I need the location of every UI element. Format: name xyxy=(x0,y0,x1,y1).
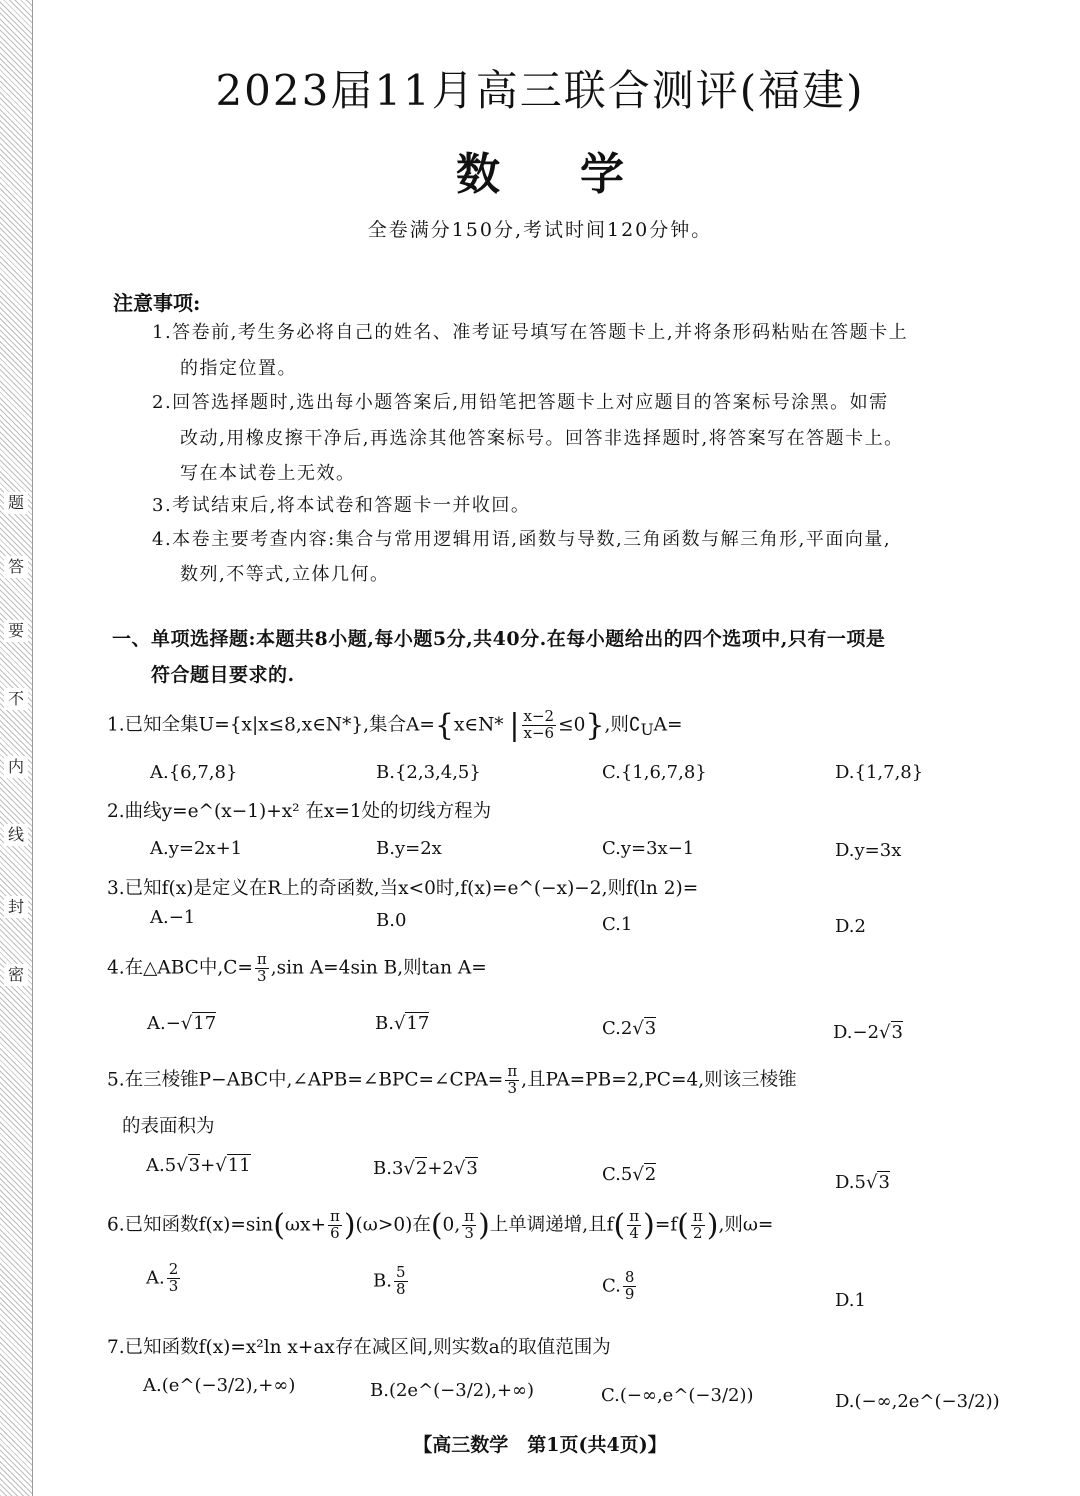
option-b: B.y=2x xyxy=(376,838,442,859)
question-1: 1.已知全集U={x|x≤8,x∈N*},集合A={x∈N* | $\frac{x-2}{x-6}$ ≤0},则$∁_UA=$ xyxy=(107,707,683,743)
page-footer: 【高三数学 第1页(共4页)】 xyxy=(413,1434,667,1456)
section-heading-cont: 符合题目要求的. xyxy=(151,664,295,686)
notice-heading: 注意事项: xyxy=(113,291,201,315)
option-a: A.5√3+√11 xyxy=(146,1155,251,1176)
option-a: A.y=2x+1 xyxy=(150,838,243,859)
option-b: B.0 xyxy=(376,910,407,931)
exam-meta: 全卷满分150分,考试时间120分钟。 xyxy=(367,219,713,241)
binding-char: 题 xyxy=(4,492,28,514)
option-d: D.(−∞,2e^(−3/2)) xyxy=(835,1391,1000,1412)
option-c: C.{1,6,7,8} xyxy=(602,762,707,783)
option-c: C.(−∞,e^(−3/2)) xyxy=(601,1385,754,1406)
option-b: B.3√2+2√3 xyxy=(373,1158,478,1179)
option-b: B. $\frac{5}{8}$ xyxy=(373,1263,406,1298)
notice-line: 数列,不等式,立体几何。 xyxy=(180,564,390,585)
binding-char: 要 xyxy=(4,620,28,642)
notice-line: 改动,用橡皮擦干净后,再选涂其他答案标号。回答非选择题时,将答案写在答题卡上。 xyxy=(180,428,904,449)
notice-line: 的指定位置。 xyxy=(180,358,297,379)
question-4: 4.在△ABC中,C= $\frac{\pi}{3}$ ,sin A=4sin B,则tan A= xyxy=(107,950,487,985)
binding-char: 答 xyxy=(4,556,28,578)
option-d: D.5√3 xyxy=(835,1172,890,1193)
option-b: B.√17 xyxy=(375,1013,430,1034)
binding-char: 封 xyxy=(4,896,28,918)
option-a: A.{6,7,8} xyxy=(150,762,238,783)
option-d: D.y=3x xyxy=(835,840,902,861)
question-5-cont: 的表面积为 xyxy=(122,1116,215,1137)
option-b: B.(2e^(−3/2),+∞) xyxy=(370,1380,535,1401)
notice-line: 2.回答选择题时,选出每小题答案后,用铅笔把答题卡上对应题目的答案标号涂黑。如需 xyxy=(152,392,889,413)
binding-char: 内 xyxy=(4,756,28,778)
option-d: D.{1,7,8} xyxy=(835,762,924,783)
option-b: B.{2,3,4,5} xyxy=(376,762,481,783)
page-title: 2023届11月高三联合测评(福建) xyxy=(215,66,865,115)
option-a: A.−1 xyxy=(150,907,196,928)
option-a: A.(e^(−3/2),+∞) xyxy=(143,1375,296,1396)
question-3: 3.已知f(x)是定义在R上的奇函数,当x<0时,f(x)=e^(−x)−2,则f(ln 2)= xyxy=(107,878,699,899)
notice-line: 1.答卷前,考生务必将自己的姓名、准考证号填写在答题卡上,并将条形码粘贴在答题卡上 xyxy=(152,322,909,343)
option-c: C.5√2 xyxy=(602,1164,657,1185)
binding-char: 不 xyxy=(4,688,28,710)
question-6: 6.已知函数f(x)=sin(ωx+ $\frac{\pi}{6}$ )(ω>0)在(0, $\frac{\pi}{3}$ )上单调递增,且f( $\frac{\pi}{4}$ )=f( $\frac{\pi}{2}$ ),则ω= xyxy=(107,1207,774,1243)
option-c: C.2√3 xyxy=(602,1018,657,1039)
question-5: 5.在三棱锥P−ABC中,∠APB=∠BPC=∠CPA= $\frac{\pi}{3}$ ,且PA=PB=2,PC=4,则该三棱锥 xyxy=(107,1062,797,1097)
option-c: C.1 xyxy=(602,914,633,935)
notice-line: 3.考试结束后,将本试卷和答题卡一并收回。 xyxy=(152,495,531,516)
question-7: 7.已知函数f(x)=x²ln x+ax存在减区间,则实数a的取值范围为 xyxy=(107,1337,611,1358)
option-c: C.y=3x−1 xyxy=(602,838,695,859)
option-a: A.−√17 xyxy=(147,1013,217,1034)
option-a: A. $\frac{2}{3}$ xyxy=(146,1260,179,1295)
option-d: D.1 xyxy=(835,1290,866,1311)
question-2: 2.曲线y=e^(x−1)+x² 在x=1处的切线方程为 xyxy=(107,801,492,822)
subject-title: 数学 xyxy=(456,149,704,200)
binding-char: 密 xyxy=(4,964,28,986)
binding-char: 线 xyxy=(4,824,28,846)
notice-line: 4.本卷主要考查内容:集合与常用逻辑用语,函数与导数,三角函数与解三角形,平面向量, xyxy=(152,529,892,550)
option-d: D.−2√3 xyxy=(833,1022,903,1043)
section-heading: 一、单项选择题:本题共8小题,每小题5分,共40分.在每小题给出的四个选项中,只有一项是 xyxy=(112,628,886,650)
notice-line: 写在本试卷上无效。 xyxy=(180,463,356,484)
option-d: D.2 xyxy=(835,916,866,937)
option-c: C. $\frac{8}{9}$ xyxy=(602,1268,635,1303)
